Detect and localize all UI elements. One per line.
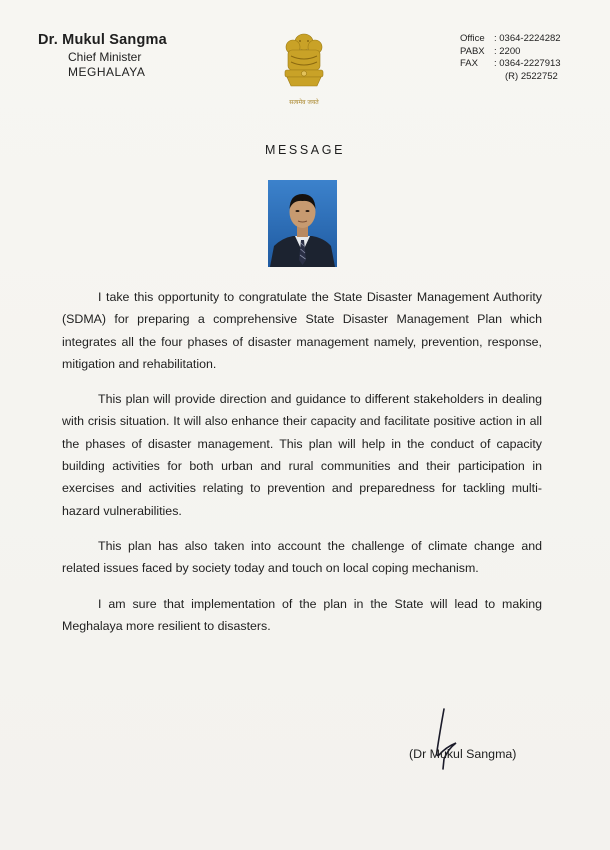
message-paragraph: This plan has also taken into account the challenge of climate change and related issues faced by society today and touch on local coping mechanism. <box>62 538 542 576</box>
letterhead-sender <box>38 32 208 79</box>
sender-name: Dr. Mukul Sangma <box>38 32 167 48</box>
contact-value: : 0364-2224282 <box>494 33 561 44</box>
contact-label: PABX <box>460 45 485 57</box>
contact-block <box>460 33 600 83</box>
message-paragraph: This plan will provide direction and guidance to different stakeholders in dealing with crisis situation. It will also enhance their capacity and facilitate positive action in all the phases of disaster management. This plan will help in the conduct of capacity building activities for both urban and rural communities and their participation in exercises and activities relating to prevention and preparedness for tackling multi-hazard vulnerabilities. <box>62 392 542 518</box>
contact-row <box>460 58 600 71</box>
handwritten-signature <box>422 703 482 773</box>
signer-name: (Dr Mukul Sangma) <box>409 747 517 761</box>
contact-value: (R) 2522752 <box>505 70 558 82</box>
sender-state: MEGHALAYA <box>68 65 146 79</box>
contact-row <box>460 71 600 84</box>
ashoka-emblem-icon <box>276 28 332 110</box>
contact-label: Office <box>460 33 485 44</box>
contact-row <box>460 33 600 46</box>
contact-label: FAX <box>460 58 478 69</box>
message-paragraph: I take this opportunity to congratulate the State Disaster Management Authority (SDMA) for preparing a comprehensive State Disaster Management Plan which integrates all the four phases of disaster management namely, prevention, response, mitigation and rehabilitation. <box>62 290 542 371</box>
sender-role: Chief Minister <box>68 50 142 64</box>
message-paragraph: I am sure that implementation of the plan in the State will lead to making Meghalaya more resilient to disasters. <box>62 596 542 633</box>
contact-row <box>460 46 600 59</box>
contact-value: : 0364-2227913 <box>494 58 561 69</box>
emblem-motto: सत्यमेव जयते <box>289 99 319 106</box>
contact-value: : 2200 <box>494 45 521 57</box>
message-body <box>62 286 542 650</box>
portrait-photo <box>268 180 337 267</box>
message-title: MESSAGE <box>264 143 346 157</box>
